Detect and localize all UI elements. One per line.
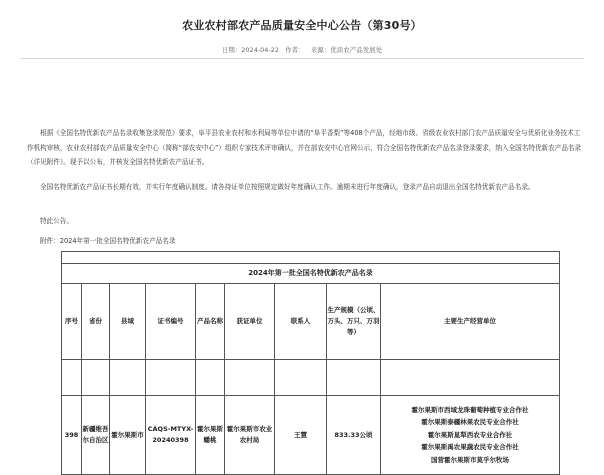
header-contact: 联系人	[275, 284, 327, 360]
cell-cert: CAQS-MTYX-20240398	[146, 396, 196, 475]
cell-name: 霍尔果斯蟠桃	[196, 396, 225, 475]
cell-county: 霍尔果斯市	[110, 396, 146, 475]
body-paragraph-1: 根据《全国名特优新农产品名录收集登录规范》要求，阜平县农业农村和水利局等单位申请的“阜平香梨”等408个产品，经地市级、省级农业农村部门农产品质量安全与优质化业务技术工作机构审核，农业农村部农产品质量安全中心（简称“部农安中心”）组织专家技术评审确认，并在部农安中心官网公示，符合全国名特优新农产品名录登录要求，纳入全国名特优新农产品名录（详见附件）。现予以公布，并核发全国名特优新农产品证书。	[27, 129, 582, 166]
table-header-row	[62, 284, 560, 360]
header-county: 县域	[110, 284, 146, 360]
article-meta	[0, 45, 604, 54]
header-holder: 获证单位	[225, 284, 275, 360]
source-label: 来源：优质农产品发展处	[310, 46, 383, 54]
cell-contact: 王慧	[275, 396, 327, 475]
header-name: 产品名称	[196, 284, 225, 360]
unit-item: 霍尔果斯禹农果蔬农民专业合作社	[421, 443, 519, 452]
body-paragraph-2: 全国名特优新农产品证书长期有效，并实行年度确认制度。请各持证单位按照规定做好年度确认工作。逾期未进行年度确认，登录产品自动退出全国名特优新农产品名录。	[40, 183, 535, 191]
attachment-line: 附件：2024年第一批全国名特优新农产品名录	[40, 237, 176, 245]
header-cert: 证书编号	[146, 284, 196, 360]
table-row	[62, 396, 560, 475]
cell-holder: 霍尔果斯市农业农村局	[225, 396, 275, 475]
table-title-row	[62, 264, 560, 284]
unit-item: 国营霍尔果斯市莫乎尔牧场	[431, 455, 509, 464]
publish-date: 日期：2024-04-22	[221, 46, 280, 54]
product-list-table	[61, 251, 560, 475]
page-title: 农业农村部农产品质量安全中心公告（第30号）	[182, 19, 422, 32]
header-scale: 生产规模（公顷、万头、万只、万羽等）	[327, 284, 381, 360]
table-blank-row	[62, 252, 560, 264]
author-label: 作者：	[285, 46, 305, 54]
header-seq: 序号	[62, 284, 82, 360]
cell-units	[381, 396, 560, 475]
cell-province: 新疆维吾尔自治区	[82, 396, 110, 475]
unit-item: 霍尔果斯泰疆林果农民专业合作社	[421, 418, 519, 427]
cell-seq: 398	[62, 396, 82, 475]
header-units: 主要生产经营单位	[381, 284, 560, 360]
unit-item: 霍尔果斯市西域龙珠葡萄种植专业合作社	[411, 405, 529, 414]
body-paragraph-3: 特此公告。	[40, 217, 73, 225]
table-gap-row	[62, 360, 560, 396]
header-province: 省份	[82, 284, 110, 360]
table-title: 2024年第一批全国名特优新农产品名录	[62, 264, 560, 284]
cell-scale: 833.33公顷	[327, 396, 381, 475]
unit-item: 霍尔果斯星犁西农专业合作社	[427, 430, 513, 439]
header-divider	[20, 58, 584, 59]
